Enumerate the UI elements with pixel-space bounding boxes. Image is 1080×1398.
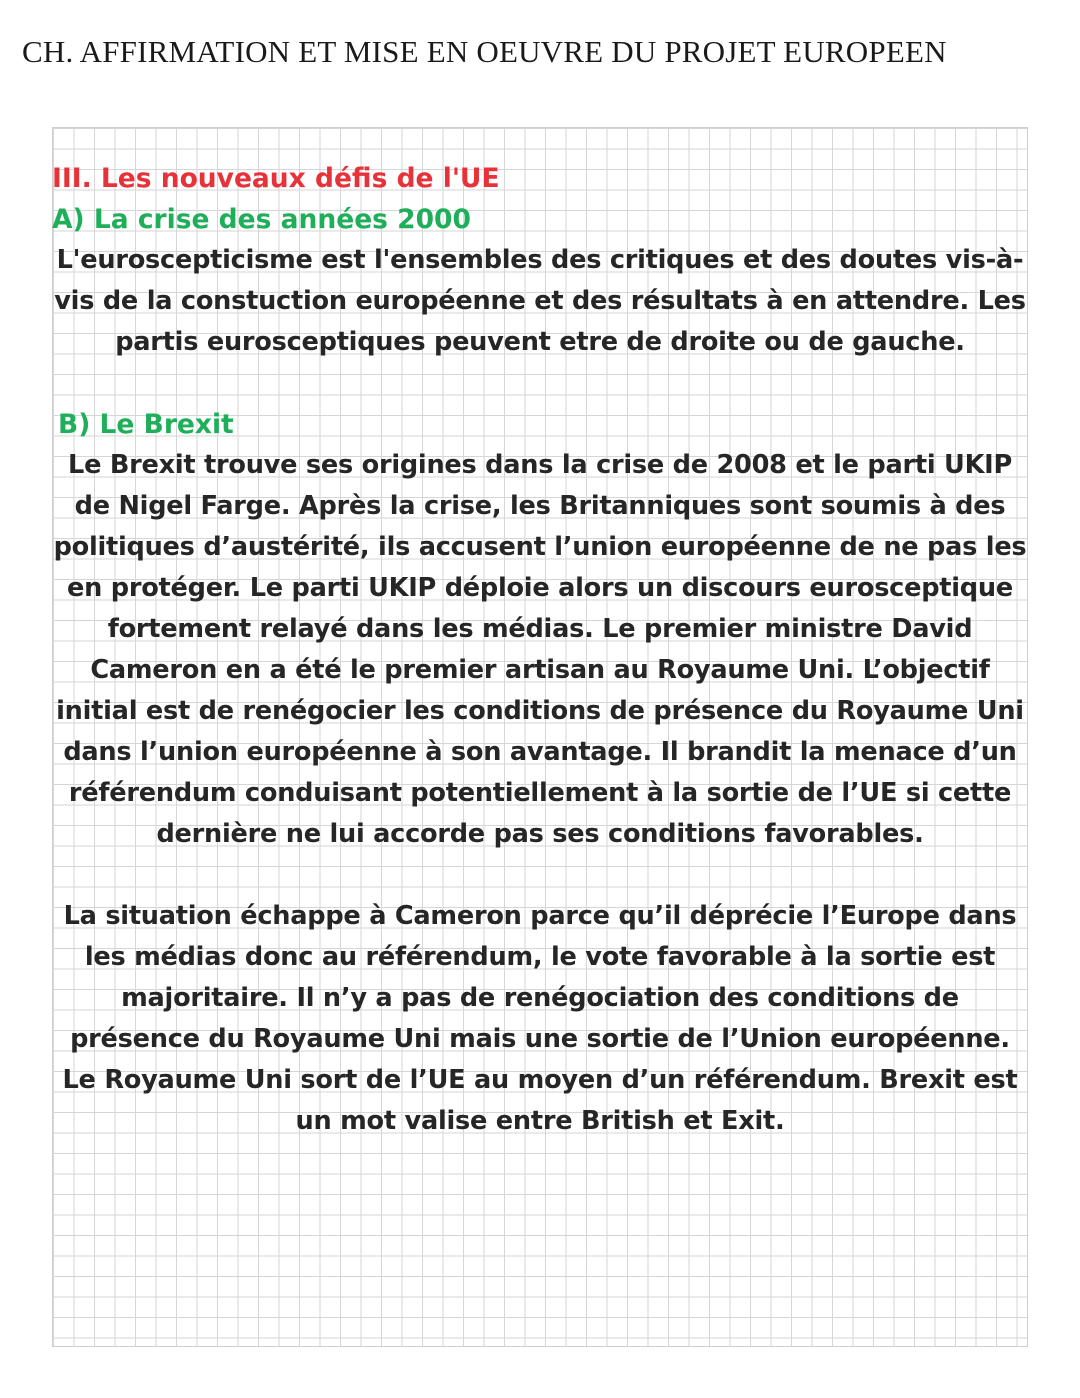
spacer (52, 363, 1028, 404)
paragraph-brexit-outcome: La situation échappe à Cameron parce qu’il déprécie l’Europe dans les médias donc au référendum, le vote favorable à la sortie est majoritaire. Il n’y a pas de renégociation des conditions de présence du Royaume Uni mais une sortie de l’Union européenne. Le Royaume Uni sort de l’UE au moyen d’un référendum. Brexit est un mot valise entre British et Exit. (62, 901, 1018, 1136)
subheading-brexit: B) Le Brexit (58, 409, 234, 440)
paragraph-euroscepticisme: L'euroscepticisme est l'ensembles des critiques et des doutes vis-à-vis de la constuction européenne et des résultats à en attendre. Les partis eurosceptiques peuvent etre de droite ou de gauche. (54, 245, 1026, 357)
paragraph-brexit-origins: Le Brexit trouve ses origines dans la crise de 2008 et le parti UKIP de Nigel Farge. Après la crise, les Britanniques sont soumis à des politiques d’austérité, ils accusent l’union européenne de ne pas les en protéger. Le parti UKIP déploie alors un discours eurosceptique fortement relayé dans les médias. Le premier ministre David Cameron en a été le premier artisan au Royaume Uni. L’objectif initial est de renégocier les conditions de présence du Royaume Uni dans l’union européenne à son avantage. Il brandit la menace d’un référendum conduisant potentiellement à la sortie de l’UE si cette dernière ne lui accorde pas ses conditions favorables. (53, 450, 1027, 849)
notes-content (52, 158, 1028, 1142)
section-title: III. Les nouveaux défis de l'UE (52, 163, 500, 194)
spacer (52, 855, 1028, 896)
subheading-crise: A) La crise des années 2000 (52, 204, 471, 235)
chapter-title: CH. AFFIRMATION ET MISE EN OEUVRE DU PROJET EUROPEEN (22, 34, 947, 69)
